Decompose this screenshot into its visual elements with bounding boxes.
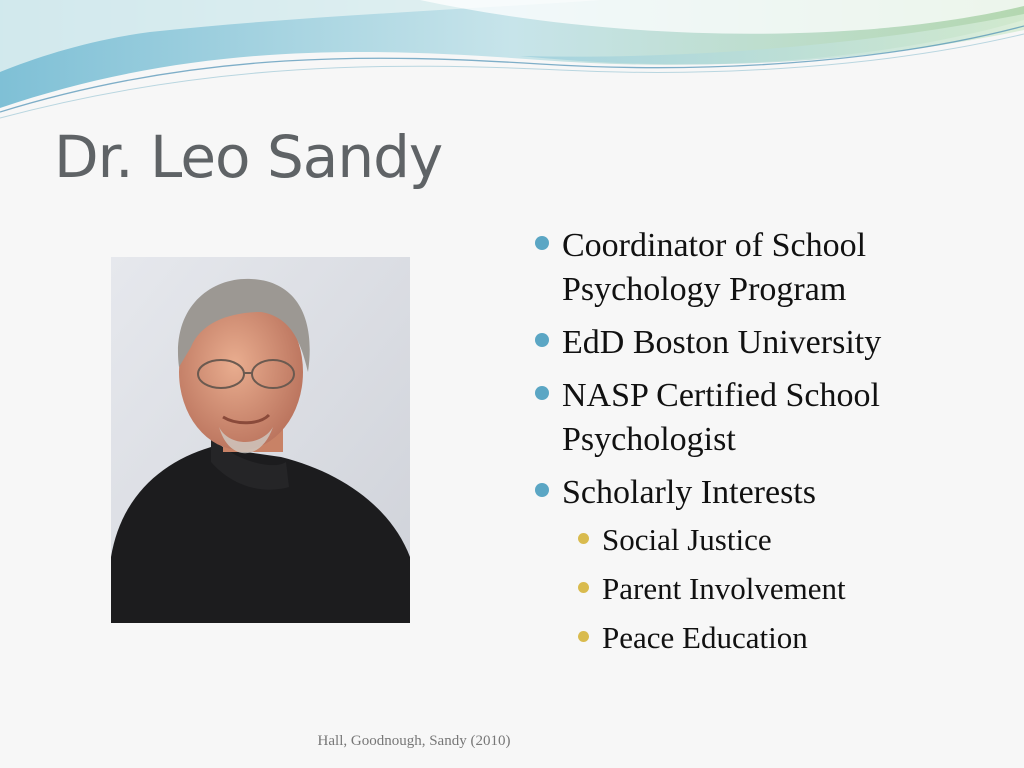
sub-bullet-text: Social Justice (602, 522, 772, 557)
bullet-dot-icon (535, 386, 549, 400)
sub-bullet-text: Peace Education (602, 620, 808, 655)
citation-footer: Hall, Goodnough, Sandy (2010) (317, 733, 511, 749)
bullet-dot-icon (535, 236, 549, 250)
sub-bullet-item (572, 519, 1002, 560)
bullet-dot-icon (535, 333, 549, 347)
sub-bullet-text: Parent Involvement (602, 571, 846, 606)
bullet-item (532, 224, 1002, 312)
slide-title: Dr. Leo Sandy (54, 123, 443, 191)
bullet-item (532, 471, 1002, 658)
portrait-photo (111, 257, 410, 623)
bullet-text: NASP Certified School Psychologist (562, 377, 880, 458)
sub-bullet-dot-icon (578, 533, 589, 544)
sub-bullet-dot-icon (578, 631, 589, 642)
bullet-text: Coordinator of School Psychology Program (562, 227, 867, 308)
bullet-text: EdD Boston University (562, 324, 882, 361)
bullet-item (532, 374, 1002, 462)
bullet-list (532, 224, 1002, 667)
bullet-dot-icon (535, 483, 549, 497)
sub-bullet-list (572, 519, 1002, 658)
header-wave-decoration (0, 0, 1024, 130)
bullet-text: Scholarly Interests (562, 474, 816, 511)
sub-bullet-item (572, 617, 1002, 658)
sub-bullet-dot-icon (578, 582, 589, 593)
bullet-item (532, 321, 1002, 365)
sub-bullet-item (572, 568, 1002, 609)
